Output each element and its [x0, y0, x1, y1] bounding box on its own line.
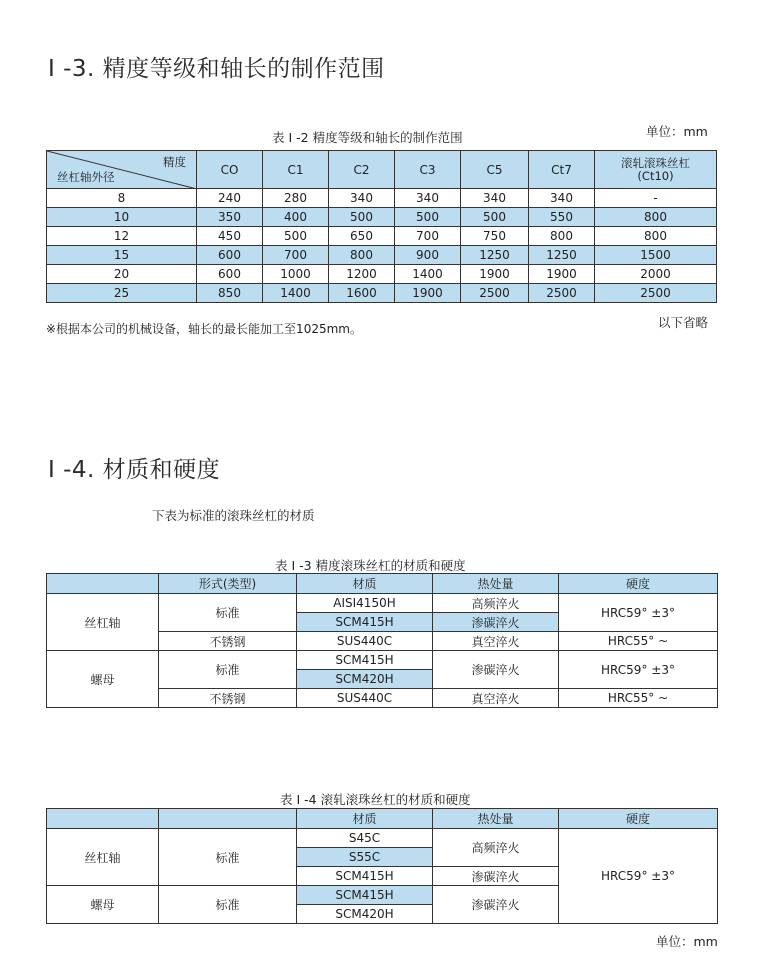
- table-row: [47, 246, 717, 265]
- value-cell: 2500: [595, 284, 717, 303]
- value-cell: 850: [197, 284, 263, 303]
- group-shaft: 丝杠轴: [47, 594, 159, 651]
- value-cell: 1600: [329, 284, 395, 303]
- type-standard: 标准: [159, 651, 297, 689]
- corner-diameter-label: 丝杠轴外径: [57, 170, 115, 184]
- type-standard: 标准: [159, 829, 297, 886]
- value-cell: 800: [595, 227, 717, 246]
- rolled-line-2: (Ct10): [637, 168, 674, 183]
- hardness-cell: HRC59° ±3°: [559, 829, 718, 924]
- intro-text: 下表为标准的滚珠丝杠的材质: [152, 508, 315, 523]
- value-cell: 1000: [263, 265, 329, 284]
- value-cell: 500: [461, 208, 529, 227]
- value-cell: 350: [197, 208, 263, 227]
- col-header: C5: [461, 151, 529, 189]
- col-header: [47, 809, 159, 829]
- heat-cell: 渗碳淬火: [433, 613, 559, 632]
- value-cell: 340: [395, 189, 461, 208]
- value-cell: -: [595, 189, 717, 208]
- precision-length-table: [46, 150, 717, 303]
- heat-cell: 渗碳淬火: [433, 651, 559, 689]
- value-cell: 600: [197, 246, 263, 265]
- table-2-caption: 表 I -2 精度等级和轴长的制作范围: [272, 130, 463, 145]
- col-header: CO: [197, 151, 263, 189]
- type-standard: 标准: [159, 886, 297, 924]
- value-cell: 700: [395, 227, 461, 246]
- type-standard: 标准: [159, 594, 297, 632]
- group-shaft: 丝杠轴: [47, 829, 159, 886]
- diameter-cell: 15: [47, 246, 197, 265]
- col-header: C1: [263, 151, 329, 189]
- value-cell: 340: [329, 189, 395, 208]
- diameter-cell: 8: [47, 189, 197, 208]
- corner-header-cell: [47, 151, 197, 189]
- value-cell: 650: [329, 227, 395, 246]
- material-cell: SCM420H: [297, 905, 433, 924]
- heat-cell: 真空淬火: [433, 689, 559, 708]
- rolled-line-1: 滚轧滚珠丝杠: [621, 155, 690, 170]
- value-cell: 240: [197, 189, 263, 208]
- value-cell: 1500: [595, 246, 717, 265]
- omitted-label: 以下省略: [658, 315, 709, 330]
- col-header: [159, 809, 297, 829]
- material-cell: SCM415H: [297, 886, 433, 905]
- diameter-cell: 12: [47, 227, 197, 246]
- footnote: ※根据本公司的机械设备，轴长的最长能加工至1025mm。: [46, 322, 362, 336]
- col-header: 热处量: [433, 574, 559, 594]
- col-header: 硬度: [559, 809, 718, 829]
- col-header: 热处量: [433, 809, 559, 829]
- unit-label-bottom: 单位：mm: [656, 934, 718, 949]
- table-3-caption: 表 I -3 精度滚珠丝杠的材质和硬度: [275, 558, 466, 573]
- group-nut: 螺母: [47, 886, 159, 924]
- unit-label-top: 单位：mm: [646, 124, 708, 139]
- material-cell: SCM415H: [297, 867, 433, 886]
- col-header: 硬度: [559, 574, 718, 594]
- corner-precision-label: 精度: [163, 155, 186, 169]
- value-cell: 700: [263, 246, 329, 265]
- value-cell: 750: [461, 227, 529, 246]
- material-cell: AISI4150H: [297, 594, 433, 613]
- value-cell: 1400: [263, 284, 329, 303]
- heat-cell: 真空淬火: [433, 632, 559, 651]
- table-row: [47, 208, 717, 227]
- diameter-cell: 20: [47, 265, 197, 284]
- col-header: C2: [329, 151, 395, 189]
- value-cell: 1400: [395, 265, 461, 284]
- value-cell: 800: [329, 246, 395, 265]
- material-cell: SCM420H: [297, 670, 433, 689]
- value-cell: 450: [197, 227, 263, 246]
- col-header: C3: [395, 151, 461, 189]
- col-header: 形式(类型): [159, 574, 297, 594]
- diameter-cell: 25: [47, 284, 197, 303]
- material-cell: S55C: [297, 848, 433, 867]
- value-cell: 550: [529, 208, 595, 227]
- material-cell: SCM415H: [297, 613, 433, 632]
- group-nut: 螺母: [47, 651, 159, 708]
- heat-cell: 高频淬火: [433, 829, 559, 867]
- col-header: 材质: [297, 809, 433, 829]
- material-cell: S45C: [297, 829, 433, 848]
- table-4-caption: 表 I -4 滚轧滚珠丝杠的材质和硬度: [280, 792, 471, 807]
- value-cell: 340: [461, 189, 529, 208]
- value-cell: 2500: [461, 284, 529, 303]
- value-cell: 1900: [395, 284, 461, 303]
- hardness-cell: HRC59° ±3°: [559, 651, 718, 689]
- value-cell: 600: [197, 265, 263, 284]
- heat-cell: 渗碳淬火: [433, 886, 559, 924]
- value-cell: 400: [263, 208, 329, 227]
- table-row: [47, 227, 717, 246]
- col-header: [47, 574, 159, 594]
- material-hardness-table-3: [46, 573, 718, 708]
- section-3-title: I -3. 精度等级和轴长的制作范围: [48, 56, 385, 82]
- hardness-cell: HRC55° ~: [559, 689, 718, 708]
- value-cell: 1900: [461, 265, 529, 284]
- value-cell: 500: [395, 208, 461, 227]
- diameter-cell: 10: [47, 208, 197, 227]
- value-cell: 2000: [595, 265, 717, 284]
- value-cell: 900: [395, 246, 461, 265]
- table-row: [47, 265, 717, 284]
- value-cell: 1200: [329, 265, 395, 284]
- type-stainless: 不锈钢: [159, 689, 297, 708]
- col-header-rolled: [595, 151, 717, 189]
- material-cell: SUS440C: [297, 632, 433, 651]
- table-row: [47, 189, 717, 208]
- hardness-cell: HRC59° ±3°: [559, 594, 718, 632]
- value-cell: 1250: [461, 246, 529, 265]
- value-cell: 340: [529, 189, 595, 208]
- value-cell: 500: [263, 227, 329, 246]
- value-cell: 500: [329, 208, 395, 227]
- value-cell: 280: [263, 189, 329, 208]
- value-cell: 2500: [529, 284, 595, 303]
- heat-cell: 高频淬火: [433, 594, 559, 613]
- material-cell: SUS440C: [297, 689, 433, 708]
- col-header: 材质: [297, 574, 433, 594]
- value-cell: 1250: [529, 246, 595, 265]
- value-cell: 1900: [529, 265, 595, 284]
- col-header: Ct7: [529, 151, 595, 189]
- type-stainless: 不锈钢: [159, 632, 297, 651]
- value-cell: 800: [529, 227, 595, 246]
- material-cell: SCM415H: [297, 651, 433, 670]
- section-4-title: I -4. 材质和硬度: [48, 457, 221, 483]
- table-row: [47, 284, 717, 303]
- hardness-cell: HRC55° ~: [559, 632, 718, 651]
- heat-cell: 渗碳淬火: [433, 867, 559, 886]
- value-cell: 800: [595, 208, 717, 227]
- material-hardness-table-4: [46, 808, 718, 924]
